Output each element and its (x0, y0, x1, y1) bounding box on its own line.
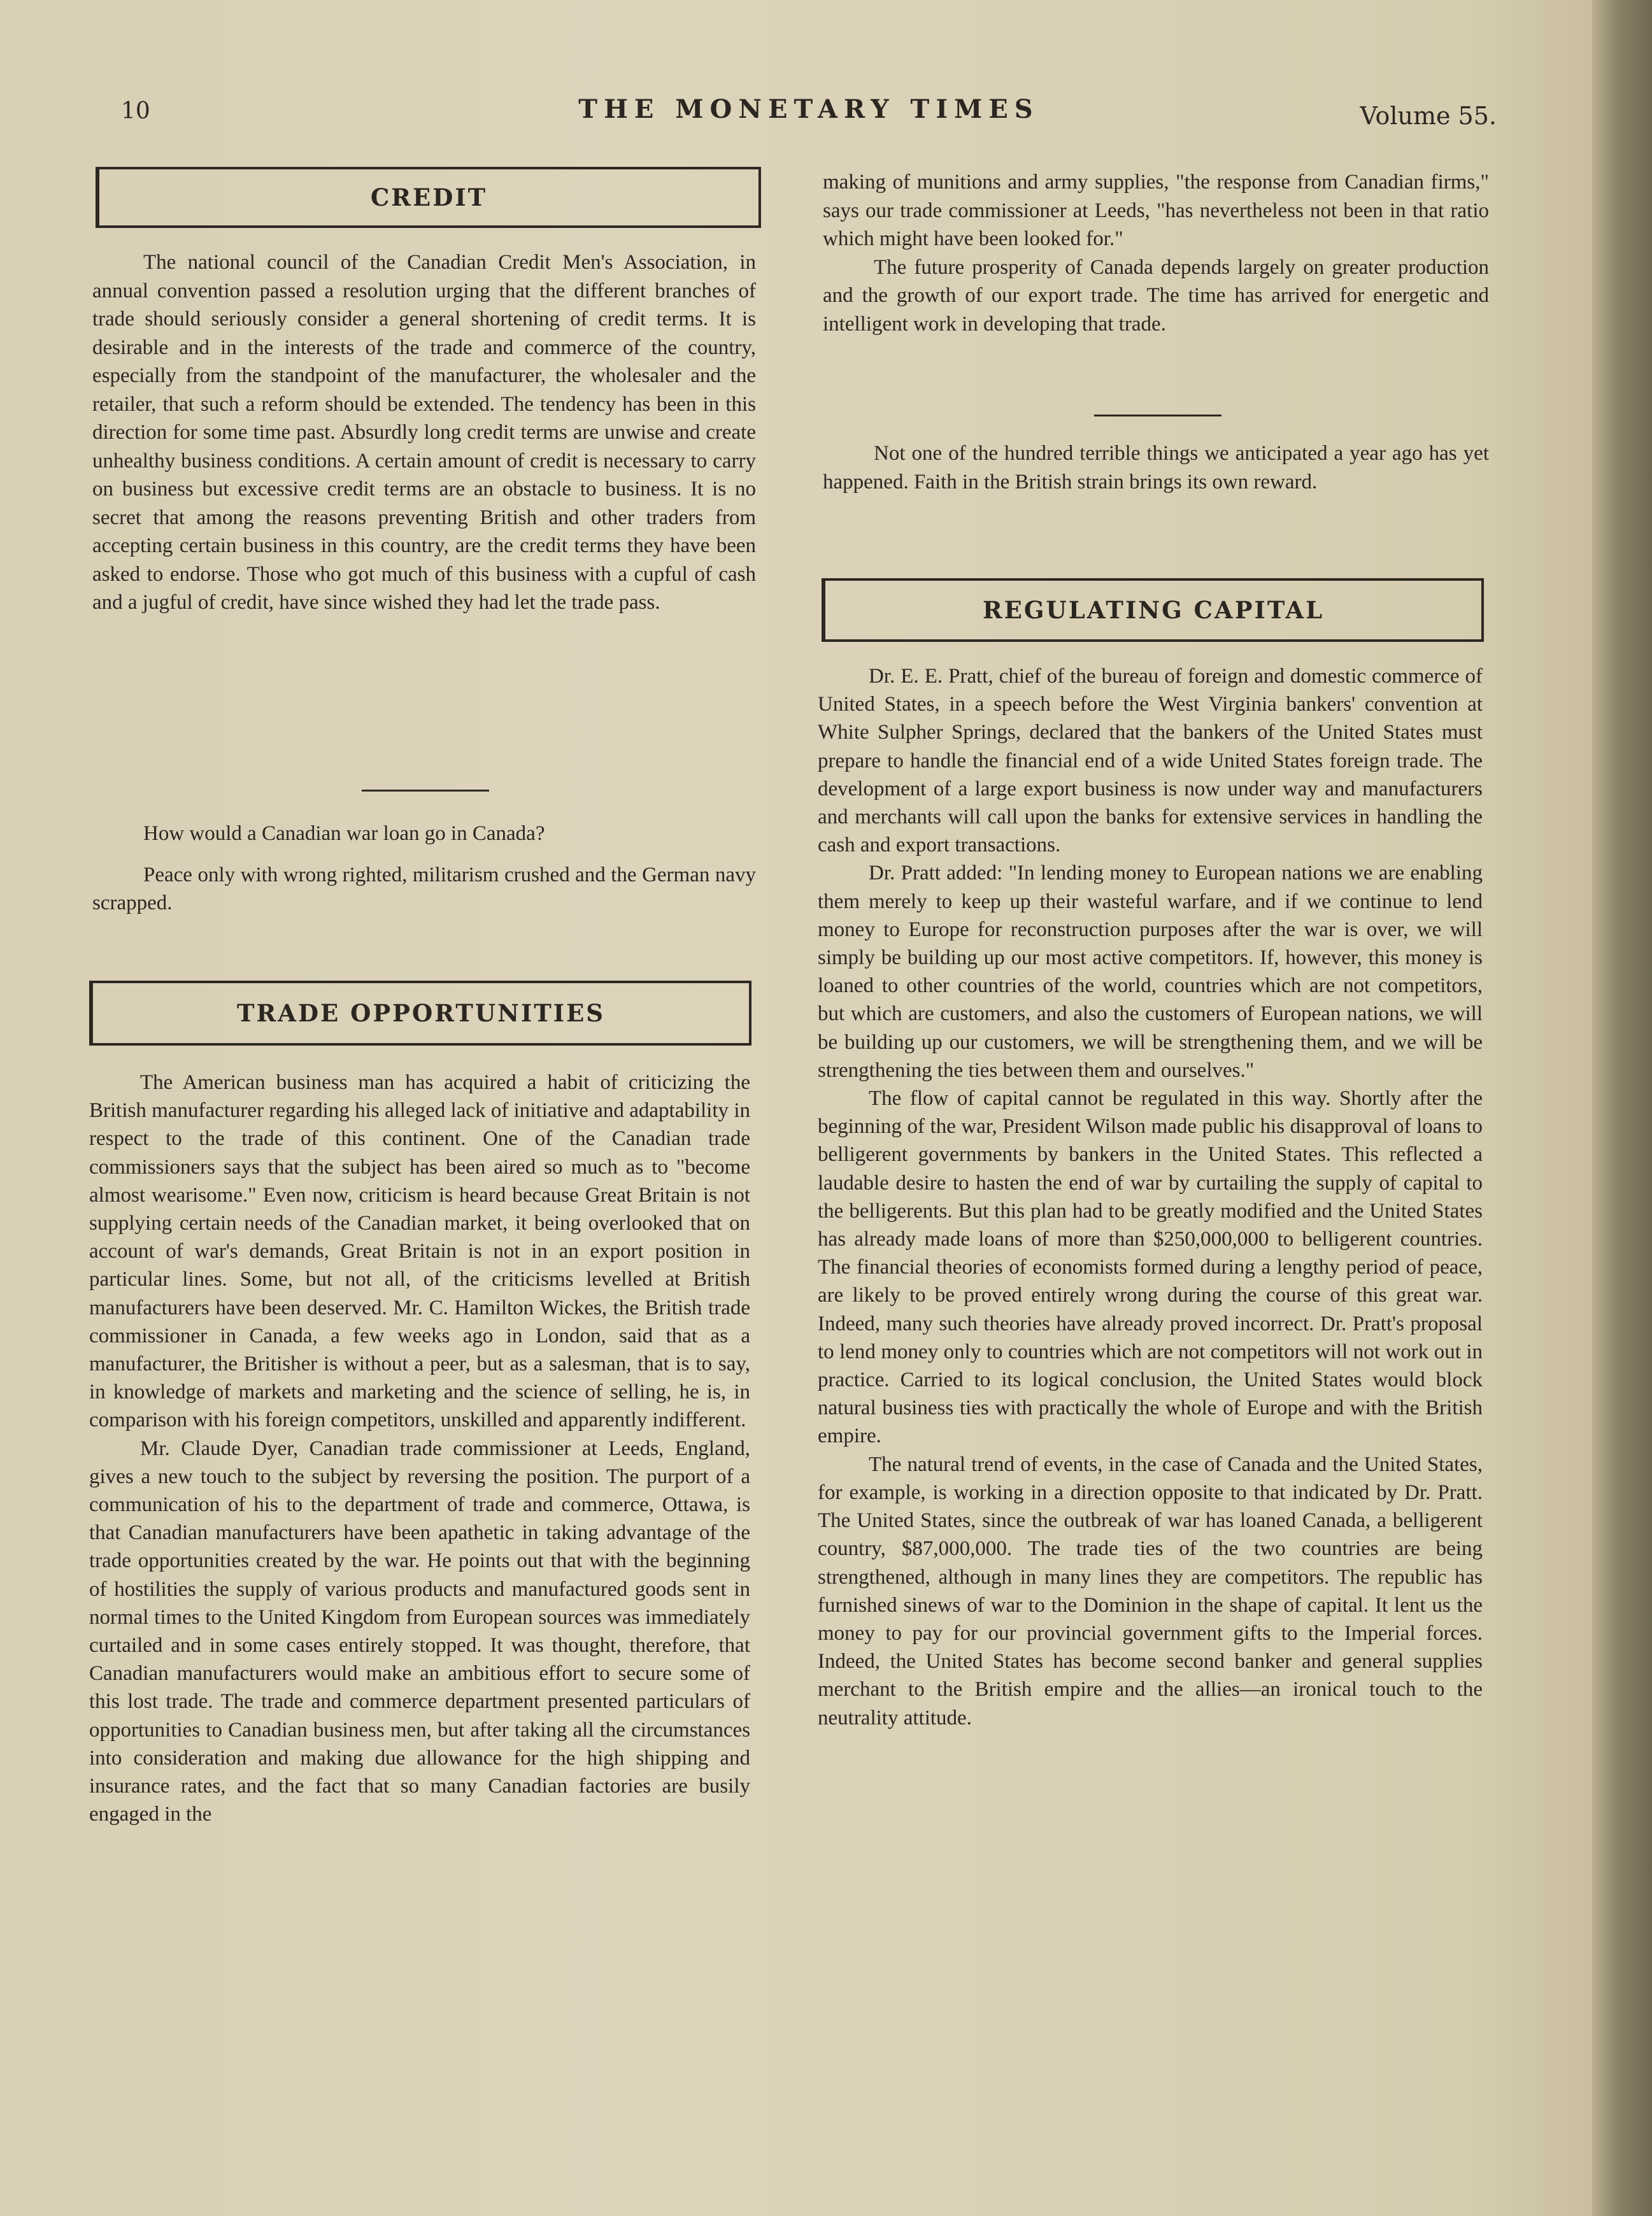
capital-paragraph: Dr. E. E. Pratt, chief of the bureau of foreign and domestic commerce of United States, in a speech before the West Virginia bankers' convention at White Sulpher Springs, declared that the bankers of the United States must prepare to handle the financial end of a wide United States foreign trade. The development of a large export business is now under way and manufacturers and merchants will call upon the banks for extensive services in handling the cash and export transactions. (818, 665, 1483, 857)
note-paragraph: Not one of the hundred terrible things we anticipated a year ago has yet happened. Faith in the British strain brings its own reward. (823, 442, 1489, 494)
trade-cont-paragraph: making of munitions and army supplies, "the response from Canadian firms," says our trade commissioner at Leeds, "has nevertheless not been in that ratio which might have been looked for." (823, 171, 1489, 250)
capital-paragraph: The natural trend of events, in the case of Canada and the United States, for example, is working in a direction opposite to that indicated by Dr. Pratt. The United States, since the outbreak of war has loaned Canada, a belligerent country, $87,000,000. The trade ties of the two countries are being strengthened, although in many lines they are competitors. The republic has furnished sinews of war to the Dominion in the shape of capital. It lent us the money to pay for our provincial government gifts to the Imperial forces. Indeed, the United States has become second banker and general supplies merchant to the British empire and the allies—an ironical touch to the neutrality attitude. (818, 1452, 1483, 1729)
credit-heading: CREDIT (370, 183, 488, 211)
credit-heading-box (96, 167, 761, 228)
page-header (121, 94, 1497, 132)
trade-paragraph: The American business man has acquired a habit of criticizing the British manufacturer regarding his alleged lack of initiative and adaptability in respect to the trade of this continent. One of the Canadian trade commissioners says that the subject has been aired so much as to "become almost wearisome." Even now, criticism is heard because Great Britain is not supplying certain needs of the Canadian market, it being overlooked that on account of war's demands, Great Britain is not in an export position in particular lines. Some, but not all, of the criticisms levelled at British manufacturers have been deserved. Mr. C. Hamilton Wickes, the British trade commissioner in Canada, a few weeks ago in London, said that as a manufacturer, the Britisher is without a peer, but as a salesman, that is to say, in knowledge of markets and marketing and the science of selling, he is, in comparison with his foreign competitors, unskilled and apparently indifferent. (89, 1071, 750, 1432)
trade-cont-paragraph: The future prosperity of Canada depends largely on greater production and the growth of our export trade. The time has arrived for energetic and intelligent work in developing that trade. (823, 255, 1489, 336)
trade-paragraph: Mr. Claude Dyer, Canadian trade commissioner at Leeds, England, gives a new touch to the subject by reversing the position. The purport of a communication of his to the department of trade and commerce, Ottawa, is that Canadian manufacturers have been apathetic in taking advantage of the trade opportunities created by the war. He points out that with the beginning of hostilities the supply of various products and manufactured goods sent in normal times to the United Kingdom from European sources was immediately curtailed and in some cases entirely stopped. It was thought, therefore, that Canadian manufacturers would make an ambitious effort to secure some of this lost trade. The trade and commerce department presented particulars of opportunities to Canadian business men, but after taking all the circumstances into consideration and making due allowance for the high shipping and insurance rates, and the fact that so many Canadian factories are busily engaged in the (89, 1437, 750, 1826)
credit-paragraph: The national council of the Canadian Credit Men's Association, in annual convention passed a resolution urging that the different branches of trade should seriously consider a general shortening of credit terms. It is desirable and in the interests of the trade and commerce of the country, especially from the standpoint of the manufacturer, the wholesaler and the retailer, that such a reform should be extended. The tendency has been in this direction for some time past. Absurdly long credit terms are unwise and create unhealthy business conditions. A certain amount of credit is necessary to carry on business but excessive credit terms are an obstacle to business. It is no secret that among the reasons preventing British and other traders from accepting certain business in this country, are the credit terms they have been asked to endorse. Those who got much of this business with a cupful of cash and a jugful of credit, have since wished they had let the trade pass. (92, 251, 756, 614)
capital-heading: REGULATING CAPITAL (982, 596, 1325, 624)
note-paragraph: How would a Canadian war loan go in Canada? (143, 822, 545, 845)
capital-paragraph: Dr. Pratt added: "In lending money to European nations we are enabling them merely to keep up their wasteful warfare, and if we continue to lend money to Europe for reconstruction purposes after the war is over, we will simply be building up our most active competitors. If, however, this money is loaned to other countries of the world, countries which are not competitors, but which are customers, and also the customers of European nations, we will be building up our customers, we will be strengthening them, and we will be strengthening the ties between them and ourselves." (818, 862, 1483, 1082)
capital-heading-box (822, 578, 1484, 642)
page-edge (1592, 0, 1652, 2216)
publication-title: THE MONETARY TIMES (578, 94, 1039, 124)
credit-article (92, 248, 756, 617)
note-paragraph: Peace only with wrong righted, militarism crushed and the German navy scrapped. (92, 863, 756, 914)
trade-continued (823, 168, 1489, 338)
page-number: 10 (121, 98, 150, 124)
capital-paragraph: The flow of capital cannot be regulated in this way. Shortly after the beginning of the war, President Wilson made public his disapproval of loans to belligerent governments by bankers in the United States. This reflected a laudable desire to hasten the end of war by curtailing the supply of capital to the belligerents. But this plan had to be greatly modified and the United States has already made loans of more than $250,000,000 to belligerent countries. The financial theories of economists formed during a lengthy period of peace, are likely to be proved entirely wrong during the course of this great war. Indeed, many such theories have already proved incorrect. Dr. Pratt's proposal to lend money only to countries which are not competitors will not work out in practice. Carried to its logical conclusion, the United States would block natural business ties with practically the whole of Europe and with the British empire. (818, 1087, 1483, 1448)
trade-heading: TRADE OPPORTUNITIES (236, 999, 606, 1027)
divider (362, 790, 489, 792)
trade-article (89, 1069, 750, 1828)
trade-heading-box (89, 981, 751, 1046)
right-note (823, 439, 1489, 496)
left-notes (92, 820, 756, 918)
volume-label: Volume 55. (1360, 102, 1497, 130)
capital-article (818, 662, 1483, 1732)
divider (1094, 415, 1221, 416)
